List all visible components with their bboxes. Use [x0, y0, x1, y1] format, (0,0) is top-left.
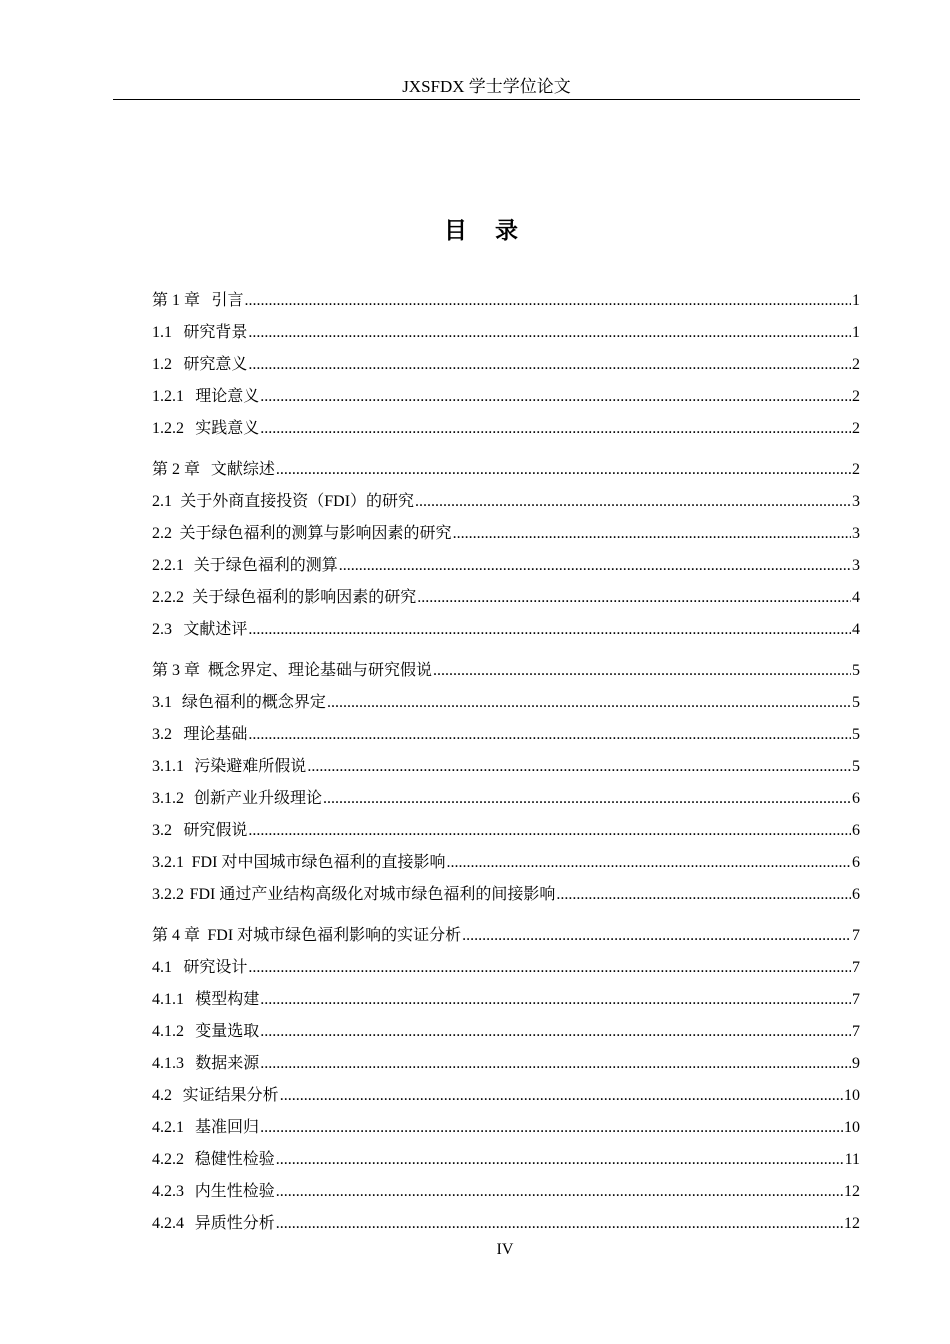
- toc-dot-leader: [245, 290, 851, 312]
- toc-dot-leader: [307, 756, 851, 778]
- toc-entry-page: 3: [852, 525, 860, 542]
- toc-entry-label: 关于外商直接投资（FDI）的研究: [180, 493, 415, 510]
- toc-entry-page: 4: [852, 621, 860, 638]
- toc-chapter-entry[interactable]: [152, 915, 860, 947]
- toc-dot-leader: [260, 1021, 851, 1043]
- toc-entry-page: 7: [852, 991, 860, 1008]
- toc-dot-leader: [415, 491, 851, 513]
- toc-entry-label: FDI 通过产业结构高级化对城市绿色福利的间接影响: [189, 886, 556, 903]
- toc-chapter-entry[interactable]: [152, 449, 860, 481]
- toc-section-entry[interactable]: [152, 947, 860, 979]
- toc-section-entry[interactable]: [152, 1107, 860, 1139]
- toc-entry-number: 2.1: [152, 493, 172, 510]
- toc-entry-page: 12: [844, 1215, 860, 1232]
- toc-entry-page: 1: [852, 324, 860, 341]
- toc-entry-number: 4.1.3: [152, 1055, 184, 1072]
- toc-entry-label: 研究意义: [183, 356, 248, 373]
- toc-entry-label: 污染避难所假说: [194, 758, 307, 775]
- toc-title: 目录: [444, 218, 546, 243]
- toc-entry-label: 关于绿色福利的测算与影响因素的研究: [179, 525, 452, 542]
- toc-section-entry[interactable]: [152, 376, 860, 408]
- toc-section-entry[interactable]: [152, 344, 860, 376]
- toc-entry-number: 4.2.3: [152, 1183, 184, 1200]
- toc-section-entry[interactable]: [152, 746, 860, 778]
- toc-entry-page: 12: [844, 1183, 860, 1200]
- toc-entry-page: 6: [852, 822, 860, 839]
- toc-section-entry[interactable]: [152, 1139, 860, 1171]
- toc-entry-page: 6: [852, 854, 860, 871]
- toc-entry-page: 5: [852, 726, 860, 743]
- toc-dot-leader: [339, 555, 851, 577]
- toc-section-entry[interactable]: [152, 874, 860, 906]
- toc-section-entry[interactable]: [152, 1171, 860, 1203]
- toc-entry-number: 4.1.2: [152, 1023, 184, 1040]
- toc-entry-number: 1.1: [152, 324, 172, 341]
- toc-entry-page: 5: [852, 662, 860, 679]
- toc-entry-page: 10: [844, 1119, 860, 1136]
- toc-dot-leader: [248, 724, 851, 746]
- toc-entry-number: 1.2.2: [152, 420, 184, 437]
- toc-entry-label: 内生性检验: [194, 1183, 275, 1200]
- toc-entry-number: 3.2: [152, 726, 172, 743]
- toc-dot-leader: [327, 692, 851, 714]
- toc-entry-label: FDI 对中国城市绿色福利的直接影响: [191, 854, 446, 871]
- toc-entry-page: 3: [852, 493, 860, 510]
- toc-section-entry[interactable]: [152, 481, 860, 513]
- toc-entry-number: 1.2.1: [152, 388, 184, 405]
- toc-chapter-entry[interactable]: [152, 650, 860, 682]
- toc-dot-leader: [248, 957, 851, 979]
- toc-section-entry[interactable]: [152, 513, 860, 545]
- toc-entry-number: 4.1: [152, 959, 172, 976]
- toc-section-entry[interactable]: [152, 778, 860, 810]
- toc-entry-page: 7: [852, 1023, 860, 1040]
- toc-entry-page: 2: [852, 420, 860, 437]
- toc-entry-label: 稳健性检验: [194, 1151, 275, 1168]
- toc-dot-leader: [260, 418, 851, 440]
- toc-section-entry[interactable]: [152, 408, 860, 440]
- toc-entry-number: 4.2.4: [152, 1215, 184, 1232]
- toc-entry-page: 6: [852, 790, 860, 807]
- toc-entry-page: 2: [852, 388, 860, 405]
- toc-dot-leader: [446, 852, 851, 874]
- toc-dot-leader: [260, 386, 851, 408]
- toc-entry-page: 5: [852, 758, 860, 775]
- toc-section-entry[interactable]: [152, 682, 860, 714]
- toc-entry-number: 4.2.2: [152, 1151, 184, 1168]
- toc-dot-leader: [260, 989, 851, 1011]
- toc-entry-number: 2.2: [152, 525, 172, 542]
- toc-dot-leader: [323, 788, 851, 810]
- toc-entry-label: 研究假说: [183, 822, 248, 839]
- toc-section-entry[interactable]: [152, 810, 860, 842]
- toc-entry-page: 9: [852, 1055, 860, 1072]
- toc-entry-page: 4: [852, 589, 860, 606]
- toc-entry-label: 理论基础: [183, 726, 248, 743]
- toc-entry-label: FDI 对城市绿色福利影响的实证分析: [207, 927, 462, 944]
- toc-dot-leader: [248, 820, 851, 842]
- toc-entry-label: 创新产业升级理论: [194, 790, 323, 807]
- toc-entry-label: 基准回归: [195, 1119, 260, 1136]
- table-of-contents: [152, 280, 860, 1235]
- toc-entry-page: 7: [852, 927, 860, 944]
- toc-entry-label: 关于绿色福利的影响因素的研究: [192, 589, 417, 606]
- toc-dot-leader: [433, 660, 851, 682]
- toc-entry-label: 数据来源: [195, 1055, 260, 1072]
- toc-entry-number: 2.2.1: [152, 557, 184, 574]
- toc-dot-leader: [248, 619, 851, 641]
- toc-entry-label: 异质性分析: [194, 1215, 275, 1232]
- toc-entry-label: 关于绿色福利的测算: [193, 557, 338, 574]
- toc-section-entry[interactable]: [152, 1203, 860, 1235]
- toc-entry-number: 4.2: [152, 1087, 172, 1104]
- toc-chapter-entry[interactable]: [152, 280, 860, 312]
- toc-entry-number: 第 4 章: [152, 927, 201, 944]
- toc-entry-label: 文献综述: [210, 461, 275, 478]
- toc-entry-label: 实践意义: [195, 420, 260, 437]
- toc-dot-leader: [248, 354, 851, 376]
- toc-entry-label: 文献述评: [183, 621, 248, 638]
- toc-entry-number: 4.1.1: [152, 991, 184, 1008]
- toc-dot-leader: [260, 1053, 851, 1075]
- toc-entry-page: 10: [844, 1087, 860, 1104]
- toc-section-entry[interactable]: [152, 1011, 860, 1043]
- toc-entry-label: 研究背景: [183, 324, 248, 341]
- toc-entry-number: 3.2: [152, 822, 172, 839]
- toc-entry-label: 引言: [211, 292, 244, 309]
- toc-entry-page: 7: [852, 959, 860, 976]
- toc-dot-leader: [556, 884, 851, 906]
- toc-entry-number: 第 1 章: [152, 292, 201, 309]
- toc-entry-page: 2: [852, 356, 860, 373]
- toc-dot-leader: [417, 587, 851, 609]
- toc-entry-number: 3.2.1: [152, 854, 184, 871]
- toc-dot-leader: [276, 1181, 843, 1203]
- toc-dot-leader: [260, 1117, 843, 1139]
- running-header: JXSFDX 学士学位论文: [402, 77, 571, 96]
- toc-entry-page: 3: [852, 557, 860, 574]
- header-rule: [113, 99, 860, 100]
- toc-dot-leader: [248, 322, 851, 344]
- toc-entry-number: 4.2.1: [152, 1119, 184, 1136]
- toc-entry-number: 3.1.1: [152, 758, 184, 775]
- toc-dot-leader: [453, 523, 851, 545]
- toc-entry-label: 变量选取: [195, 1023, 260, 1040]
- toc-entry-number: 3.2.2: [152, 886, 184, 903]
- toc-entry-number: 1.2: [152, 356, 172, 373]
- toc-entry-page: 1: [852, 292, 860, 309]
- page-number: IV: [496, 1241, 514, 1258]
- toc-section-entry[interactable]: [152, 979, 860, 1011]
- toc-entry-label: 实证结果分析: [182, 1087, 279, 1104]
- toc-entry-page: 11: [844, 1151, 860, 1168]
- toc-section-entry[interactable]: [152, 714, 860, 746]
- toc-entry-number: 第 3 章: [152, 662, 201, 679]
- toc-entry-label: 理论意义: [195, 388, 260, 405]
- toc-entry-number: 第 2 章: [152, 461, 201, 478]
- toc-entry-number: 3.1: [152, 694, 172, 711]
- toc-entry-label: 研究设计: [183, 959, 248, 976]
- toc-dot-leader: [276, 459, 851, 481]
- toc-section-entry[interactable]: [152, 1075, 860, 1107]
- toc-entry-page: 2: [852, 461, 860, 478]
- toc-entry-number: 2.3: [152, 621, 172, 638]
- toc-entry-number: 3.1.2: [152, 790, 184, 807]
- toc-dot-leader: [462, 925, 851, 947]
- toc-entry-number: 2.2.2: [152, 589, 184, 606]
- toc-entry-page: 5: [852, 694, 860, 711]
- toc-entry-page: 6: [852, 886, 860, 903]
- toc-dot-leader: [280, 1085, 843, 1107]
- toc-entry-label: 概念界定、理论基础与研究假说: [207, 662, 432, 679]
- toc-section-entry[interactable]: [152, 1043, 860, 1075]
- toc-dot-leader: [276, 1213, 843, 1235]
- toc-section-entry[interactable]: [152, 545, 860, 577]
- toc-section-entry[interactable]: [152, 577, 860, 609]
- toc-section-entry[interactable]: [152, 609, 860, 641]
- toc-section-entry[interactable]: [152, 312, 860, 344]
- toc-dot-leader: [276, 1149, 844, 1171]
- toc-entry-label: 模型构建: [195, 991, 260, 1008]
- toc-section-entry[interactable]: [152, 842, 860, 874]
- toc-entry-label: 绿色福利的概念界定: [181, 694, 326, 711]
